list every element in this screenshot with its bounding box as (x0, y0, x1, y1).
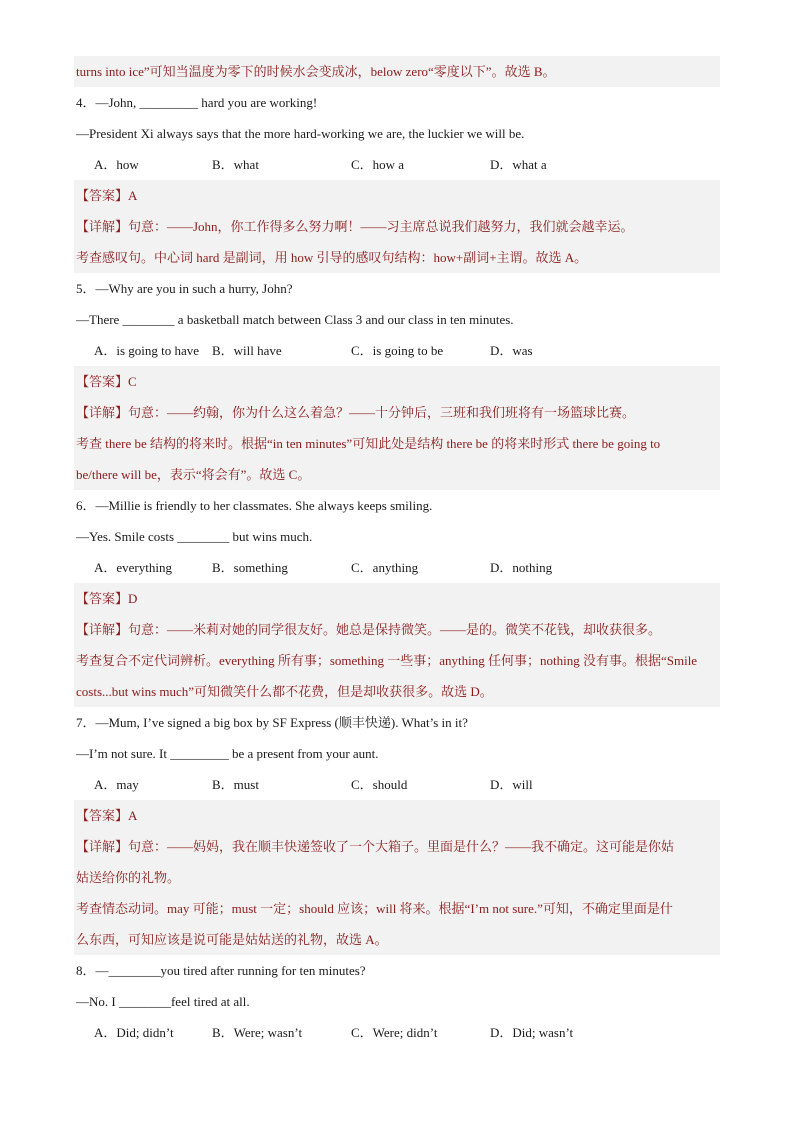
option-c: C．how a (351, 157, 405, 172)
question-5-detail-1: 【详解】句意：——约翰，你为什么这么着急？——十分钟后，三班和我们班将有一场篮球比赛。 (74, 397, 720, 428)
question-4-line-1: 4．—John, _________ hard you are working! (76, 95, 318, 110)
question-4-options (74, 149, 720, 180)
question-4-detail-2: 考查感叹句。中心词 hard 是副词，用 how 引导的感叹句结构：how+副词+主谓。故选 A。 (74, 242, 720, 273)
question-5-answer: 【答案】C (74, 366, 720, 397)
question-6-options (74, 552, 720, 583)
question-5-line-2: —There ________ a basketball match between Class 3 and our class in ten minutes. (76, 312, 514, 327)
option-b: B．Were; wasn’t (212, 1025, 303, 1040)
option-d: D．what a (490, 157, 547, 172)
question-7-detail-3: 考查情态动词。may 可能；must 一定；should 应该；will 将来。根据“I’m not sure.”可知，不确定里面是什 (74, 893, 720, 924)
question-6-detail-2: 考查复合不定代词辨析。everything 所有事；something 一些事；anything 任何事；nothing 没有事。根据“Smile (74, 645, 720, 676)
document-page (74, 56, 720, 1048)
question-8-line-1: 8．—________you tired after running for ten minutes? (76, 963, 366, 978)
question-5-detail-2: 考查 there be 结构的将来时。根据“in ten minutes”可知此处是结构 there be 的将来时形式 there be going to (74, 428, 720, 459)
question-8-line-2: —No. I ________feel tired at all. (76, 994, 250, 1009)
question-6-line-2: —Yes. Smile costs ________ but wins much. (76, 529, 313, 544)
option-a: A．everything (94, 560, 172, 575)
question-7-answer: 【答案】A (74, 800, 720, 831)
option-a: A．may (94, 777, 139, 792)
question-7-detail-2: 姑送给你的礼物。 (74, 862, 720, 893)
question-4-line-2: —President Xi always says that the more hard-working we are, the luckier we will be. (76, 126, 525, 141)
option-c: C．Were; didn’t (351, 1025, 438, 1040)
question-5-options (74, 335, 720, 366)
question-7-detail-4: 么东西，可知应该是说可能是姑姑送的礼物，故选 A。 (74, 924, 720, 955)
intro-explanation: turns into ice”可知当温度为零下的时候水会变成冰，below zero“零度以下”。故选 B。 (74, 56, 720, 87)
question-6-detail-3: costs...but wins much”可知微笑什么都不花费，但是却收获很多。故选 D。 (74, 676, 720, 707)
option-d: D．was (490, 343, 533, 358)
option-c: C．should (351, 777, 408, 792)
question-4-detail-1: 【详解】句意：——John，你工作得多么努力啊！——习主席总说我们越努力，我们就会越幸运。 (74, 211, 720, 242)
question-7-options (74, 769, 720, 800)
option-d: D．nothing (490, 560, 553, 575)
option-a: A．is going to have (94, 343, 200, 358)
question-6-line-1: 6．—Millie is friendly to her classmates. She always keeps smiling. (76, 498, 433, 513)
question-6-detail-1: 【详解】句意：——米莉对她的同学很友好。她总是保持微笑。——是的。微笑不花钱，却收获很多。 (74, 614, 720, 645)
option-a: A．how (94, 157, 139, 172)
option-b: B．something (212, 560, 288, 575)
option-c: C．anything (351, 560, 419, 575)
question-4-answer: 【答案】A (74, 180, 720, 211)
question-7-detail-1: 【详解】句意：——妈妈，我在顺丰快递签收了一个大箱子。里面是什么？——我不确定。这可能是你姑 (74, 831, 720, 862)
question-5-line-1: 5．—Why are you in such a hurry, John? (76, 281, 293, 296)
option-b: B．will have (212, 343, 282, 358)
question-7-line-1: 7．—Mum, I’ve signed a big box by SF Express (顺丰快递). What’s in it? (76, 715, 468, 730)
option-d: D．Did; wasn’t (490, 1025, 574, 1040)
question-7-line-2: —I’m not sure. It _________ be a present from your aunt. (76, 746, 379, 761)
question-6-answer: 【答案】D (74, 583, 720, 614)
option-c: C．is going to be (351, 343, 444, 358)
option-d: D．will (490, 777, 533, 792)
option-b: B．must (212, 777, 259, 792)
option-b: B．what (212, 157, 259, 172)
option-a: A．Did; didn’t (94, 1025, 174, 1040)
question-8-options (74, 1017, 720, 1048)
question-5-detail-3: be/there will be，表示“将会有”。故选 C。 (74, 459, 720, 490)
